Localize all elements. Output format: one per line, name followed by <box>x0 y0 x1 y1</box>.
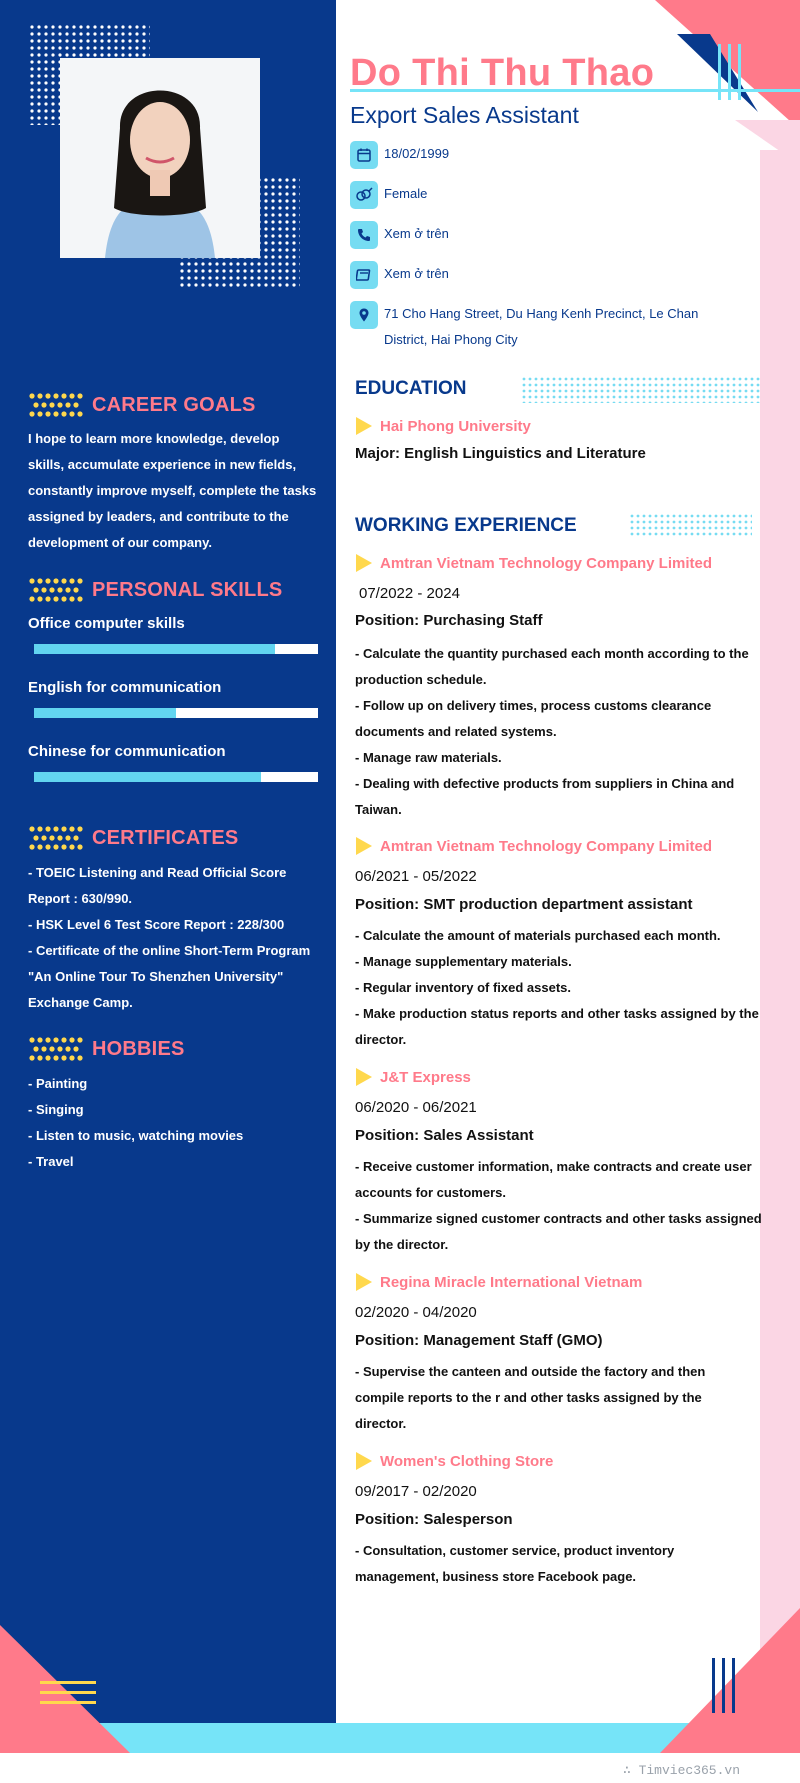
job-position: Position: Salesperson <box>355 1511 513 1528</box>
duty-item: - Follow up on delivery times, process customs clearance documents and related systems. <box>355 698 712 739</box>
duty-item: - Manage raw materials. <box>355 750 502 765</box>
skill-bar <box>34 772 318 782</box>
personal-skills-title: PERSONAL SKILLS <box>92 578 283 601</box>
job-dates: 09/2017 - 02/2020 <box>355 1483 477 1500</box>
dots-icon <box>28 1036 84 1062</box>
duty-item: - Dealing with defective products from suppliers in China and Taiwan. <box>355 776 735 817</box>
phone-icon <box>350 221 378 249</box>
job-title: Export Sales Assistant <box>350 102 579 128</box>
skill-label: Chinese for communication <box>28 743 226 760</box>
certificates-header <box>28 825 238 851</box>
contact-birthdate <box>350 141 449 169</box>
company-name: Amtran Vietnam Technology Company Limited <box>380 554 712 572</box>
hobby-item: - Listen to music, watching movies <box>28 1128 244 1143</box>
decorative-strip <box>760 150 800 1670</box>
corner-decoration-bottom-left <box>0 1625 140 1753</box>
contact-text: Female <box>384 186 428 201</box>
company-name: Women's Clothing Store <box>380 1452 554 1470</box>
personal-skills-header <box>28 577 282 603</box>
hobbies-title: HOBBIES <box>92 1037 185 1060</box>
triangle-bullet-icon <box>356 1273 372 1291</box>
job-duties <box>355 641 765 823</box>
calendar-icon <box>350 141 378 169</box>
certificate-item: - HSK Level 6 Test Score Report : 228/300 <box>28 917 285 932</box>
triangle-bullet-icon <box>356 417 372 435</box>
career-goals-header <box>28 392 256 418</box>
skill-label: English for communication <box>28 679 222 696</box>
contact-text: Xem ở trên <box>384 266 449 281</box>
duty-item: - Receive customer information, make contracts and create user accounts for customers. <box>355 1159 752 1200</box>
dots-icon <box>28 392 84 418</box>
hobby-item: - Painting <box>28 1076 88 1091</box>
skill-bar <box>34 708 318 718</box>
triangle-bullet-icon <box>356 1068 372 1086</box>
job-duties <box>355 1154 775 1258</box>
education-entry <box>356 417 531 435</box>
triangle-bullet-icon <box>356 554 372 572</box>
duty-item: - Manage supplementary materials. <box>355 954 572 969</box>
triangle-bullet-icon <box>356 837 372 855</box>
contact-text: 71 Cho Hang Street, Du Hang Kenh Precinct, Le Chan District, Hai Phong City <box>384 306 699 347</box>
profile-photo <box>60 58 260 258</box>
job-dates: 07/2022 - 2024 <box>359 585 460 602</box>
contact-phone <box>350 221 449 249</box>
job-position: Position: Sales Assistant <box>355 1127 534 1144</box>
triangle-bullet-icon <box>356 1452 372 1470</box>
corner-decoration-bottom-right <box>660 1608 800 1753</box>
dots-icon <box>28 825 84 851</box>
skill-bar-fill <box>34 644 275 654</box>
contact-gender <box>350 181 427 209</box>
duty-item: - Summarize signed customer contracts and other tasks assigned by the director. <box>355 1211 762 1252</box>
gender-icon <box>350 181 378 209</box>
career-goals-text: I hope to learn more knowledge, develop skills, accumulate experience in new fields, constantly improve myself, complete the tasks assigned by leaders, and contribute to the development of our company. <box>28 431 317 550</box>
skill-label: Office computer skills <box>28 615 185 632</box>
job-position: Position: Purchasing Staff <box>355 612 543 629</box>
location-icon <box>350 301 378 329</box>
certificates-title: CERTIFICATES <box>92 826 239 849</box>
job-entry <box>356 837 712 855</box>
skill-bar <box>34 644 318 654</box>
skill-bar-fill <box>34 772 261 782</box>
contact-text: Xem ở trên <box>384 226 449 241</box>
job-position: Position: SMT production department assistant <box>355 896 693 913</box>
contact-address <box>350 301 724 353</box>
certificate-item: - Certificate of the online Short-Term Program "An Online Tour To Shenzhen University" Exchange Camp. <box>28 943 311 1010</box>
contact-text: 18/02/1999 <box>384 146 450 161</box>
dot-band <box>522 377 760 403</box>
email-icon <box>350 261 378 289</box>
duty-item: - Supervise the canteen and outside the factory and then compile reports to the r and other tasks assigned by the director. <box>355 1364 706 1431</box>
candidate-name: Do Thi Thu Thao <box>350 52 655 94</box>
duty-item: - Calculate the amount of materials purchased each month. <box>355 928 721 943</box>
job-duties <box>355 923 765 1053</box>
career-goals-title: CAREER GOALS <box>92 393 256 416</box>
job-duties <box>355 1359 735 1437</box>
education-major: Major: English Linguistics and Literature <box>355 445 646 462</box>
job-dates: 06/2021 - 05/2022 <box>355 868 477 885</box>
hobbies-list <box>28 1071 318 1175</box>
dot-band <box>630 514 752 538</box>
skill-bar-fill <box>34 708 176 718</box>
company-name: Amtran Vietnam Technology Company Limited <box>380 837 712 855</box>
dots-icon <box>28 577 84 603</box>
company-name: J&T Express <box>380 1068 471 1086</box>
job-duties <box>355 1538 715 1590</box>
contact-email <box>350 261 449 289</box>
company-name: Regina Miracle International Vietnam <box>380 1273 643 1291</box>
corner-decoration-top-right <box>640 0 800 170</box>
job-entry <box>356 1273 642 1291</box>
hobbies-header <box>28 1036 185 1062</box>
school-name: Hai Phong University <box>380 417 531 435</box>
hobby-item: - Singing <box>28 1102 84 1117</box>
job-position: Position: Management Staff (GMO) <box>355 1332 603 1349</box>
experience-title: WORKING EXPERIENCE <box>355 515 577 536</box>
job-dates: 06/2020 - 06/2021 <box>355 1099 477 1116</box>
education-title: EDUCATION <box>355 378 467 399</box>
certificate-item: - TOEIC Listening and Read Official Score Report : 630/990. <box>28 865 287 906</box>
job-entry <box>356 1068 471 1086</box>
duty-item: - Consultation, customer service, product inventory management, business store Facebook page. <box>355 1543 675 1584</box>
certificates-list <box>28 860 318 1016</box>
job-entry <box>356 1452 553 1470</box>
duty-item: - Calculate the quantity purchased each month according to the production schedule. <box>355 646 749 687</box>
duty-item: - Make production status reports and other tasks assigned by the director. <box>355 1006 759 1047</box>
hobby-item: - Travel <box>28 1154 74 1169</box>
job-entry <box>356 554 712 572</box>
watermark: ∴ Timviec365.vn <box>622 1763 740 1778</box>
duty-item: - Regular inventory of fixed assets. <box>355 980 572 995</box>
job-dates: 02/2020 - 04/2020 <box>355 1304 477 1321</box>
